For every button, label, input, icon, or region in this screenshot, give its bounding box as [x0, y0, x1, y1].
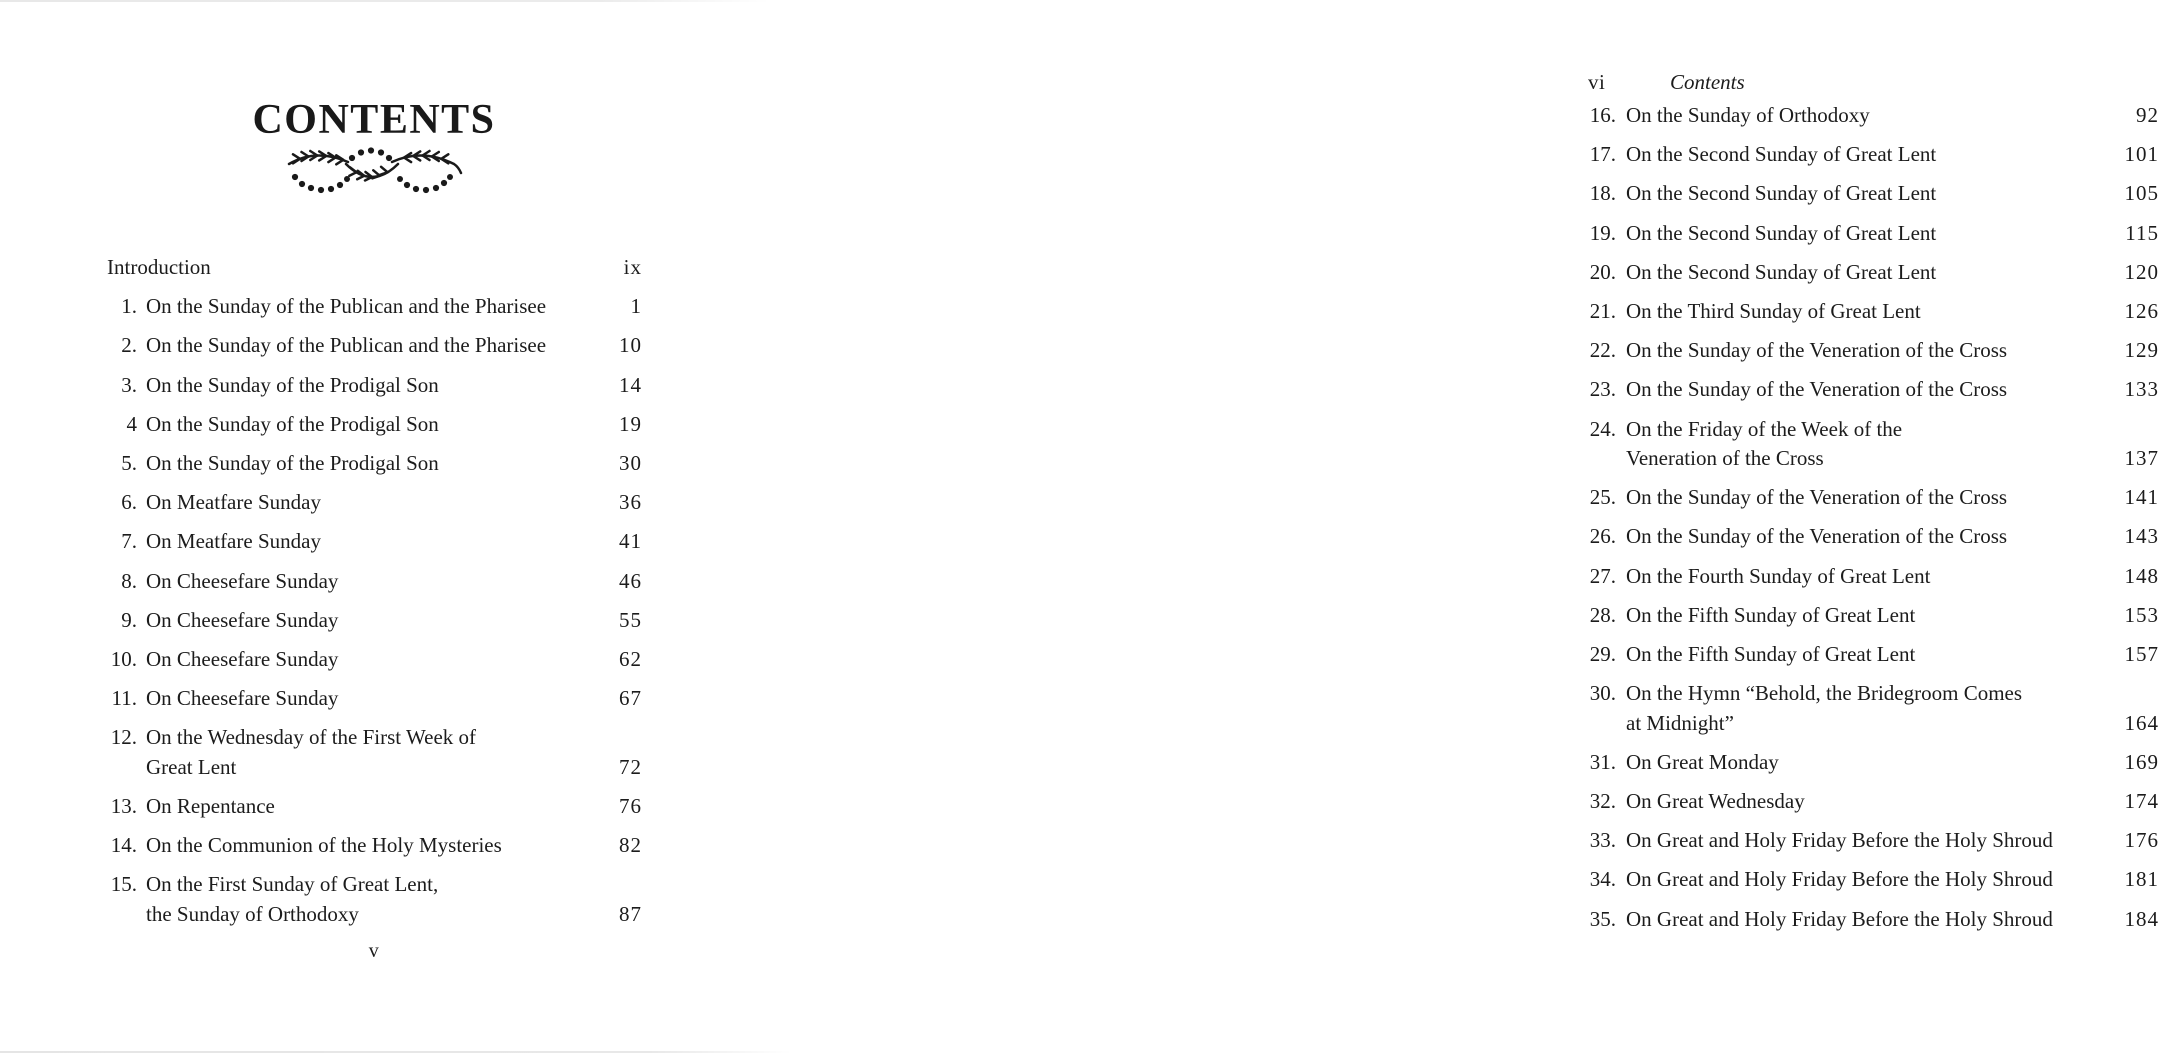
- toc-entry: [1588, 219, 2159, 249]
- entry-title: On the Fifth Sunday of Great Lent: [1626, 602, 1916, 627]
- toc-entry: [1588, 297, 2159, 327]
- entry-number: 35.: [1589, 906, 1616, 931]
- entry-title: On Great and Holy Friday Before the Holy Shroud: [1626, 867, 2053, 892]
- entry-title: Introduction: [107, 255, 211, 279]
- entry-number: 32.: [1589, 789, 1616, 813]
- entry-page-number: 1: [630, 294, 642, 319]
- entry-number: 13.: [110, 793, 137, 818]
- toc-entry: [1588, 522, 2159, 552]
- entry-page-number: 143: [2124, 524, 2159, 549]
- entry-page-number: 30: [619, 450, 642, 475]
- entry-page-number: 176: [2124, 828, 2159, 853]
- entry-page-number: 169: [2124, 749, 2159, 774]
- entry-title: On the Sunday of the Veneration of the Cross: [1626, 524, 2008, 549]
- entry-title: On the Sunday of the Veneration of the Cross: [1626, 485, 2008, 510]
- entry-title: On Meatfare Sunday: [146, 529, 321, 554]
- toc-entry: [107, 371, 642, 401]
- toc-entry: [1588, 748, 2159, 778]
- entry-number: 14.: [110, 833, 137, 858]
- toc-entry: [107, 488, 642, 518]
- toc-entry: [1588, 640, 2159, 670]
- toc-entry: [107, 253, 642, 283]
- page-left: [0, 0, 750, 1055]
- toc-entry: [107, 449, 642, 479]
- entry-number: 16.: [1589, 103, 1616, 127]
- entry-title: On the Communion of the Holy Mysteries: [146, 833, 502, 858]
- entry-title: On Meatfare Sunday: [146, 490, 321, 515]
- entry-page-number: 153: [2124, 602, 2159, 627]
- toc-entry: [107, 410, 642, 440]
- entry-title: On the Friday of the Week of the Veneration of the Cross: [1626, 416, 1903, 470]
- entry-title: On the Second Sunday of Great Lent: [1626, 259, 1937, 284]
- entry-title: On the Sunday of the Publican and the Pharisee: [146, 294, 547, 319]
- entry-number: 26.: [1589, 524, 1616, 549]
- entry-title: On Great and Holy Friday Before the Holy Shroud: [1626, 906, 2053, 931]
- entry-number: 3.: [121, 372, 137, 397]
- toc-entry: [107, 567, 642, 597]
- entry-title: On Great Wednesday: [1626, 789, 1805, 813]
- entry-page-number: 181: [2124, 867, 2159, 892]
- entry-title: On the Sunday of Orthodoxy: [1626, 103, 1870, 127]
- entry-number: 15.: [110, 872, 137, 897]
- entry-title: On the First Sunday of Great Lent, the Sunday of Orthodoxy: [146, 872, 439, 926]
- entry-page-number: 101: [2124, 142, 2159, 167]
- entry-title: On Cheesefare Sunday: [146, 607, 339, 632]
- toc-entry: [1588, 179, 2159, 209]
- entry-title: On Great and Holy Friday Before the Holy Shroud: [1626, 828, 2053, 853]
- entry-page-number: 92: [2136, 103, 2159, 127]
- entry-number: 7.: [121, 529, 137, 554]
- entry-page-number: 41: [619, 529, 642, 554]
- fleuron-ornament-icon: [107, 146, 641, 200]
- toc-entry: [1588, 787, 2159, 817]
- toc-list-left: [107, 253, 642, 939]
- entry-page-number: 67: [619, 686, 642, 711]
- entry-number: 17.: [1589, 142, 1616, 167]
- entry-page-number: 76: [619, 793, 642, 818]
- entry-page-number: 164: [2124, 710, 2159, 735]
- entry-title: On Cheesefare Sunday: [146, 646, 339, 671]
- entry-number: 12.: [110, 725, 137, 750]
- folio-right: vi: [1588, 70, 1606, 94]
- entry-title: On Great Monday: [1626, 749, 1779, 774]
- entry-page-number: 133: [2124, 377, 2159, 402]
- entry-title: On the Wednesday of the First Week of Great Lent: [146, 725, 477, 779]
- entry-number: 25.: [1589, 485, 1616, 510]
- entry-number: 34.: [1589, 867, 1616, 892]
- toc-entry: [107, 606, 642, 636]
- entry-number: 23.: [1589, 377, 1616, 402]
- entry-title: On the Fourth Sunday of Great Lent: [1626, 563, 1931, 588]
- entry-page-number: 10: [619, 333, 642, 358]
- entry-page-number: 120: [2124, 259, 2159, 284]
- entry-page-number: 19: [619, 411, 642, 436]
- entry-title: On the Second Sunday of Great Lent: [1626, 181, 1937, 206]
- entry-title: On the Third Sunday of Great Lent: [1626, 298, 1921, 323]
- toc-entry: [1588, 679, 2159, 738]
- toc-entry: [107, 684, 642, 714]
- entry-number: 19.: [1589, 220, 1616, 245]
- entry-title: On Cheesefare Sunday: [146, 568, 339, 593]
- entry-page-number: 36: [619, 490, 642, 515]
- entry-number: 29.: [1589, 641, 1616, 666]
- entry-page-number: 115: [2125, 220, 2159, 245]
- entry-page-number: ix: [623, 255, 642, 279]
- toc-entry: [107, 645, 642, 675]
- entry-title: On the Sunday of the Veneration of the Cross: [1626, 377, 2008, 402]
- entry-number: 21.: [1589, 298, 1616, 323]
- toc-entry: [1588, 415, 2159, 474]
- entry-title: On the Sunday of the Prodigal Son: [146, 411, 439, 436]
- entry-number: 33.: [1589, 828, 1616, 853]
- entry-page-number: 46: [619, 568, 642, 593]
- entry-number: 11.: [111, 686, 137, 711]
- running-head: [1588, 70, 2159, 95]
- entry-number: 9.: [121, 607, 137, 632]
- contents-page-title: CONTENTS: [252, 97, 496, 143]
- toc-entry: [1588, 562, 2159, 592]
- entry-title: On the Second Sunday of Great Lent: [1626, 142, 1937, 167]
- toc-entry: [107, 870, 642, 929]
- entry-page-number: 14: [619, 372, 642, 397]
- toc-entry: [1588, 375, 2159, 405]
- entry-number: 31.: [1589, 749, 1616, 774]
- entry-title: On the Sunday of the Veneration of the Cross: [1626, 338, 2008, 363]
- entry-title: On the Second Sunday of Great Lent: [1626, 220, 1937, 245]
- entry-title: On the Fifth Sunday of Great Lent: [1626, 641, 1916, 666]
- entry-number: 5.: [121, 450, 137, 475]
- entry-number: 10.: [110, 646, 137, 671]
- toc-entry: [1588, 865, 2159, 895]
- entry-page-number: 105: [2124, 181, 2159, 206]
- toc-entry: [107, 527, 642, 557]
- entry-page-number: 174: [2124, 789, 2159, 813]
- entry-page-number: 137: [2124, 446, 2159, 470]
- toc-entry: [1588, 140, 2159, 170]
- page-right: [750, 0, 2159, 1055]
- toc-entry: [1588, 101, 2159, 131]
- entry-page-number: 62: [619, 646, 642, 671]
- entry-number: 6.: [121, 490, 137, 515]
- entry-number: 1.: [121, 294, 137, 319]
- toc-entry: [107, 292, 642, 322]
- entry-number: 24.: [1589, 416, 1616, 441]
- entry-title: On the Sunday of the Publican and the Pharisee: [146, 333, 547, 358]
- entry-page-number: 129: [2124, 338, 2159, 363]
- toc-entry: [1588, 336, 2159, 366]
- entry-page-number: 126: [2124, 298, 2159, 323]
- toc-entry: [107, 792, 642, 822]
- toc-entry: [1588, 483, 2159, 513]
- toc-entry: [107, 331, 642, 361]
- entry-number: 8.: [121, 568, 137, 593]
- entry-title: On the Sunday of the Prodigal Son: [146, 450, 439, 475]
- entry-title: On the Hymn “Behold, the Bridegroom Comes at Midnight”: [1626, 681, 2023, 735]
- entry-number: 4: [126, 411, 137, 436]
- toc-list-right: [1588, 101, 2159, 944]
- entry-page-number: 148: [2124, 563, 2159, 588]
- entry-number: 30.: [1589, 681, 1616, 706]
- entry-number: 18.: [1589, 181, 1616, 206]
- entry-title: On Cheesefare Sunday: [146, 686, 339, 711]
- entry-number: 28.: [1589, 602, 1616, 627]
- entry-page-number: 87: [619, 901, 642, 926]
- entry-page-number: 82: [619, 833, 642, 858]
- entry-number: 20.: [1589, 259, 1616, 284]
- toc-entry: [1588, 905, 2159, 935]
- entry-title: On the Sunday of the Prodigal Son: [146, 372, 439, 397]
- entry-number: 27.: [1589, 563, 1616, 588]
- entry-number: 2.: [121, 333, 137, 358]
- entry-title: On Repentance: [146, 793, 275, 818]
- entry-page-number: 184: [2124, 906, 2159, 931]
- entry-page-number: 141: [2124, 485, 2159, 510]
- toc-entry: [107, 723, 642, 782]
- entry-number: 22.: [1589, 338, 1616, 363]
- folio-left: v: [368, 940, 380, 962]
- entry-page-number: 72: [619, 754, 642, 779]
- entry-page-number: 55: [619, 607, 642, 632]
- toc-entry: [1588, 258, 2159, 288]
- entry-page-number: 157: [2124, 641, 2159, 666]
- toc-entry: [1588, 601, 2159, 631]
- toc-entry: [107, 831, 642, 861]
- toc-entry: [1588, 826, 2159, 856]
- running-head-title: Contents: [1670, 70, 1745, 94]
